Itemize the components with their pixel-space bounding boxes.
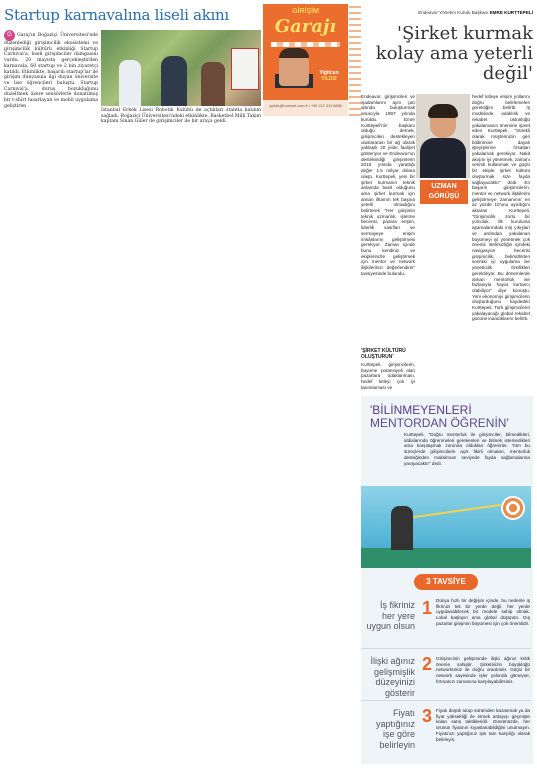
photo-hair [428,104,458,118]
tip-1-body: Dünya hızlı bir değişim içinde, bu nedenle iş fikrinizi tek bir yerde değil, her yerde uygulanabilecek bir modele sahip olmak. Lokal başlayın ama global düşünün. Dış pazarlar girişimin büyümesi için çok önemlidir. [436,598,530,626]
section-subhead: 'ŞİRKET KÜLTÜRÜ OLUŞTURUN' [361,348,406,360]
target-icon [501,496,525,520]
contact-strip [263,100,348,116]
quote-title [370,404,530,430]
right-article-body-col1: Endeavor, girişimcileri ve işadamlarını aynı çatı altında buluşturmak amacıyla 1997 yılında kuruldu. Emre Kurttepeli'nin başkanı olduğu dernek, girişimcileri destekleyen uluslararası bir ağ olarak yaklaşık 20 yıldır faaliyet gösteriyor ve Endeavor'un desteklediği girişimlerin 2016 yılında yarattığı değer 1.5 milyar dolara ulaştı. Kurttepeli, yeni bir şirket kurmanın teknik anlamda basit olduğunu ama şirket kurmak için alınan ilhamın tek başına yeterli olmadığını belirterek "Her girişimin teknik uzmanlık, işletme becerisi, pazara erişim, liderlik vasıfları ve sermayeye erişim imkânlarını geliştirmesi gerekiyor. Zaman içinde bunu kendiniz ve ekiplerinizle geliştirmek için mentor ve network ilişkilerinizi değerlendirin" tavsiyesinde bulundu. [361,94,415,276]
columnist-last-name: YILDIZ [321,76,337,82]
byline [361,10,533,15]
illustration-ground [361,548,531,568]
photo-banner [231,48,259,90]
photo-suit [420,138,466,178]
columnist-contact: yyildiz@hurriyet.com.tr / +90 212 313 6836 [269,104,342,108]
tip-divider [361,700,531,701]
tip-divider [361,648,531,649]
girisim-garaji-header [263,4,348,116]
quote-title-line1: 'BİLİNMEYENLERİ [370,403,472,417]
left-article-title: Startup karnavalına liseli akını [4,6,229,24]
badge-line2: GÖRÜŞÜ [428,193,460,200]
badge-line1: UZMAN [431,183,457,190]
tip-3-heading: Fiyatı yaptığınız işe göre belirleyin [375,708,415,750]
headline: 'Şirket kurmak kolay ama yeterli değil' [375,23,533,84]
arrow-icon [413,504,500,518]
tips-label: 3 TAVSİYE [414,574,478,590]
interviewee-photo [416,94,470,178]
garage-roof-icon [271,42,340,47]
tip-3-body: Fiyatı düşük tutup sürümden kazanmak ya da fiyat yüksekliği ile etmek anlayışı geçmişte kalan satış taktikleridir. Günümüzde, her ürünün fiyatının kıyaslanabildiğini unutmayın. Fiyatınızı yaptığınız işin tam karşılığı olarak belirleyin. [436,708,530,742]
tip-2-body: Girişimcinin gelişiminde ilişki ağınız kritik öneme sahiptir. Şirketinizin büyüklüğü networkünüz ile doğru orantılıdır. Güçlü bir network sayesinde işler yolunda gitmeyse, fırtınanızı zamanına karşılayabilirsiniz. [436,656,530,684]
archer-figure-icon [391,506,413,550]
garaj-title: Garajı [274,16,337,37]
byline-name: EMRE KURTTEPELİ [489,10,533,15]
tip-3-number: 3 [421,706,432,726]
left-article-text-col1: Garaj'ın Boğaziçi Üniversitesi'nde düzenlediği girişimcilik ekosistemi ve girişimcilik kültürü etkinliği Startup Carnival'a, liseli girişimciler damgasını vurdu. 20 mayısta gerçekleştirilen karnavala, 60 startup ve 2 bin ziyaretçi katıldı. Etkinlikte, başarılı startup'lar ile girişim dünyasına ilgi duyan üniversite ve lise öğrencileri buluştu. Startup Carnival'a, duruş bozukluğunu düzeltmek üzere sensörlerle donatılmış bir t-shirt tasarlayan ve mobil uygulama geliştiren [4,33,98,109]
columnist-first-name: Yiğitcan [319,70,339,76]
tip-2-heading: İlişki ağınız gelişmişlik düzeyinizi gösterir [370,656,415,698]
left-article-body-col1 [4,30,98,109]
decorative-stripe [349,2,361,116]
quote-body: Kurttepeli, "Doğru mentorluk ile girişimciler, bilmedikleri, iddialarında öğrenmeleri gerekenleri ve bilmek istemedikleri ama karşılaşmak zorunda oldukları öğrenirler. Tüm bu süreçlerde girişimcilerin açık fikirli olmaları, mentorluk desteğinden maksimum seviyede fayda sağlamalarına yarayacaktır" dedi. [404,432,530,466]
photo-person [161,56,187,106]
right-article-body-col3: hedef kitleye erişim yollarını doğru belirlemeleri gerektiğini belirtti. İş modelinde, odaklılık ve rekabet üstünlüğü yakalamanın önemine işaret eden Kurttepeli, "Sürekli olarak müşterinizin geri bildirimine dayalı işleyişlerine fırsatları yakalamak gerekiyor. Nakit akışını iyi yönetmek, zamanı verimli kullanmak ve güçlü bir ekiple şirket kültürü oluşturmak size fayda sağlayacaktır" dedi. En başarılı girişimcilerin, mentor ve network ilişkilerini geliştirmeye zamanının en az yüzde 10'unu ayırdığını aktaran Kurttepeli, "Girişimcilik zorlu bir yolculuk. İlk kuruluma aşamalarındaki iniş çıkışları ve ardından yakalanan büyümeyi iyi yönetmek çok önemli. Belirsizliğin içindeki navigasyon becerisi girişimcilik, belirsizlikten sonraki iyi uygulama ise yöneticilik özellikleri gerektiriyor. Bu dönemlerde alınan mentorluk ise fazlasıyla hayat kurtarıcı olabiliyor" diye konuştu. Yeni ekonomiyi girişimcilerin oluşturduğunu kaydeden Kurttepeli, Türk girişimcilerin yakalayacağı global rekabet gücüne inandıklarını belirtti. [472,94,530,322]
tip-2-number: 2 [421,654,432,674]
byline-prefix: Endeavor Yönetim Kurulu Başkanı [418,10,489,15]
tip-1-heading: İş fikriniz her yere uygun olsun [366,600,415,631]
columnist-name [311,70,347,82]
tip-1-number: 1 [421,598,432,618]
carnival-photo [101,30,261,106]
left-article-body-col2: İstanbul Erkek Lisesi Robotik Kulübü de açtıkları stantla katılım sağladı. Boğaziçi Üniversitesi'ndeki etkinlikte, Basketbol Milli Takım kaptanı Sinan Güler de girişimciler ile bir araya geldi. [101,108,261,125]
columnist-photo-hair [279,48,309,58]
quote-title-line2: MENTORDAN ÖĞRENİN' [370,416,509,430]
photo-person [201,62,225,106]
garaj-kicker: GİRİŞİM [292,8,319,15]
archer-illustration [361,486,531,568]
expert-opinion-badge [420,180,468,204]
garaj-logo-icon: G [4,30,15,41]
right-article-body-col1b: Kurttepeli, girişimcilerin, büyüme potansiyeli olan pazarlara odaklanması, hedef kitleyi çok iyi tanımlaması ve [361,362,415,390]
photo-person [119,60,141,106]
